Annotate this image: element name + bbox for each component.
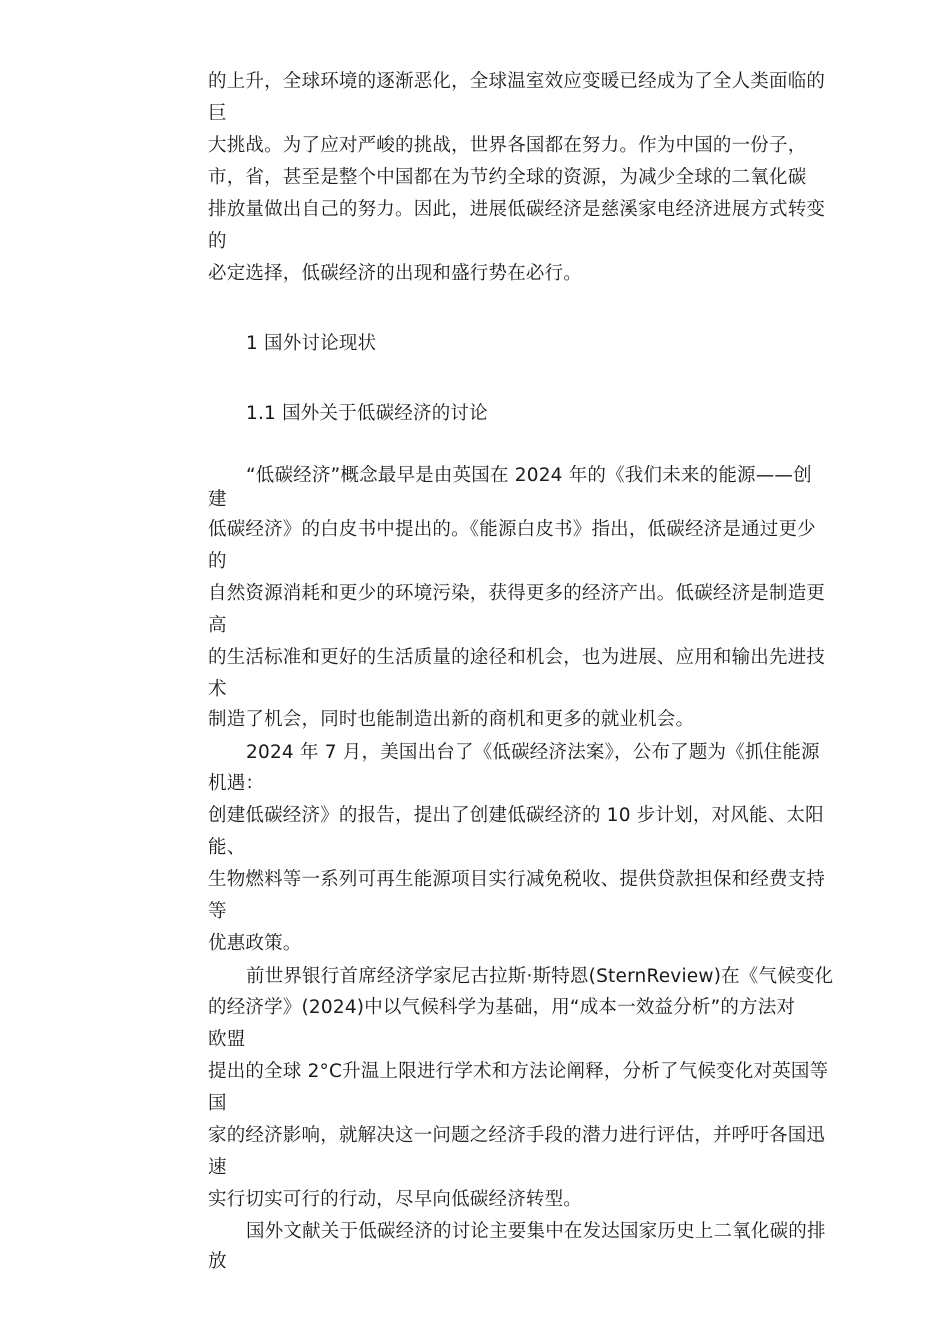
text-line: 机遇： (208, 773, 265, 794)
text-line: 术 (208, 679, 227, 700)
text-line: 前世界银行首席经济学家尼古拉斯·斯特恩(SternReview)在《气候变化 (246, 966, 834, 987)
text-line: 欧盟 (208, 1029, 246, 1050)
text-line: 的 (208, 231, 227, 252)
text-line: 国 (208, 1093, 227, 1114)
text-line: 家的经济影响，就解决这一问题之经济手段的潜力进行评估，并呼吁各国迅 (208, 1125, 826, 1146)
text-line: “低碳经济”概念最早是由英国在 2024 年的《我们未来的能源——创 (246, 465, 812, 486)
text-line: 建 (208, 489, 227, 510)
text-line: 实行切实可行的行动，尽早向低碳经济转型。 (208, 1189, 583, 1210)
text-line: 制造了机会，同时也能制造出新的商机和更多的就业机会。 (208, 709, 695, 730)
text-line: 的上升，全球环境的逐渐恶化，全球温室效应变暖已经成为了全人类面临的 (208, 71, 826, 92)
text-line: 市，省，甚至是整个中国都在为节约全球的资源，为减少全球的二氧化碳 (208, 167, 807, 188)
text-line: 等 (208, 901, 227, 922)
text-line: 创建低碳经济》的报告，提出了创建低碳经济的 10 步计划，对风能、太阳 (208, 805, 824, 826)
text-line: 生物燃料等一系列可再生能源项目实行减免税收、提供贷款担保和经费支持 (208, 869, 826, 890)
text-line: 必定选择，低碳经济的出现和盛行势在必行。 (208, 263, 583, 284)
text-line: 速 (208, 1157, 227, 1178)
text-line: 的 (208, 551, 227, 572)
text-line: 低碳经济》的白皮书中提出的。《能源白皮书》指出，低碳经济是通过更少 (208, 519, 816, 540)
text-line: 的生活标准和更好的生活质量的途径和机会，也为进展、应用和输出先进技 (208, 647, 826, 668)
text-line: 国外文献关于低碳经济的讨论主要集中在发达国家历史上二氧化碳的排 (246, 1221, 826, 1242)
text-line: 优惠政策。 (208, 933, 302, 954)
text-line: 的经济学》(2024)中以气候科学为基础，用“成本一效益分析”的方法对 (208, 997, 796, 1018)
text-line: 能、 (208, 837, 246, 858)
text-line: 排放量做出自己的努力。因此，进展低碳经济是慈溪家电经济进展方式转变 (208, 199, 826, 220)
text-line: 放 (208, 1251, 227, 1272)
text-line: 高 (208, 615, 227, 636)
text-line: 提出的全球 2°C升温上限进行学术和方法论阐释，分析了气候变化对英国等 (208, 1061, 829, 1082)
section-heading: 1 国外讨论现状 (246, 333, 377, 354)
text-line: 大挑战。为了应对严峻的挑战，世界各国都在努力。作为中国的一份子， (208, 135, 807, 156)
text-line: 自然资源消耗和更少的环境污染，获得更多的经济产出。低碳经济是制造更 (208, 583, 826, 604)
text-line: 2024 年 7 月，美国出台了《低碳经济法案》，公布了题为《抓住能源 (246, 742, 820, 763)
subsection-heading: 1.1 国外关于低碳经济的讨论 (246, 403, 488, 424)
text-line: 巨 (208, 103, 227, 124)
